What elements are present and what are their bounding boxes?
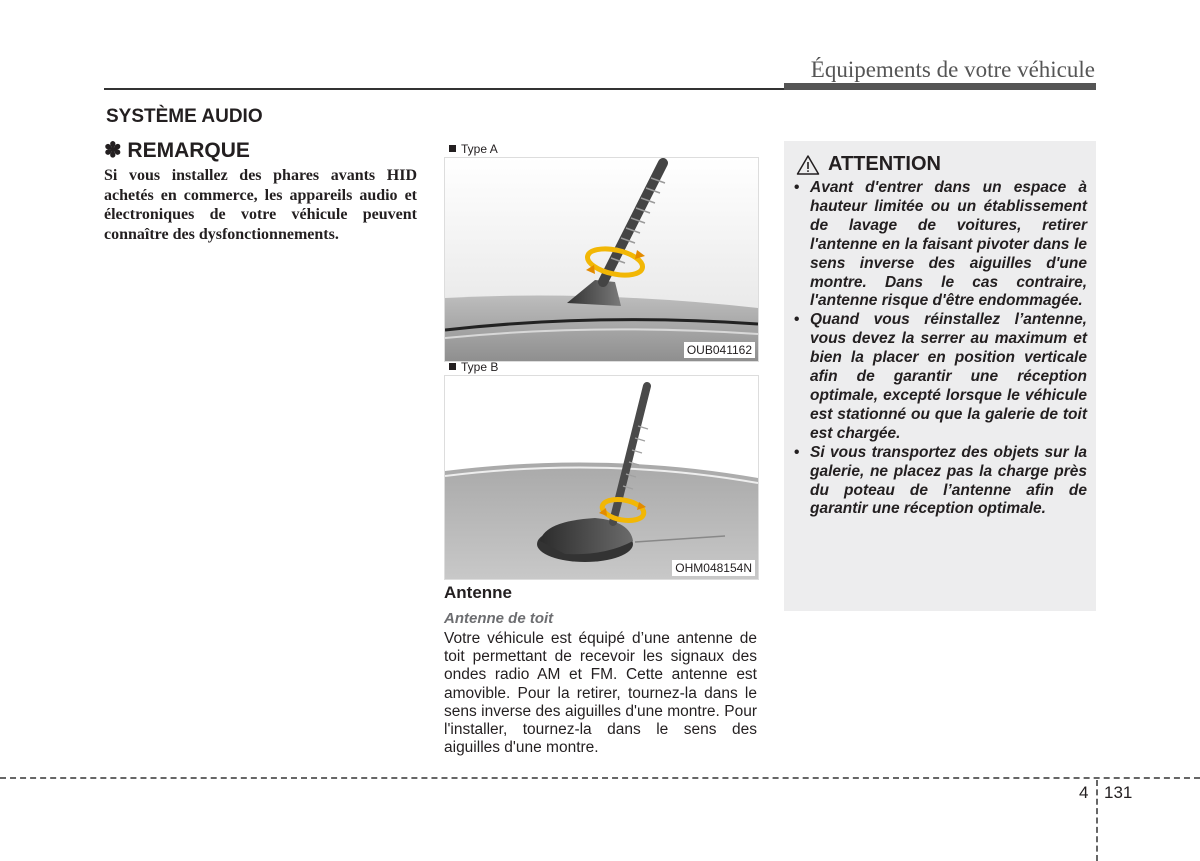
attention-item: • Quand vous réinstallez l’antenne, vous devez la serrer au maximum et bien la placer en position verticale afin de garantir une réception optimale, excepté lorsque le véhicule est stationné ou que la galerie de toit est chargée. [794,311,1087,442]
header-rule [104,88,784,90]
subsection-subtitle: Antenne de toit [444,610,554,627]
figure-type-b [444,375,759,580]
figure-type-a [444,157,759,362]
header-rule-accent [784,83,1096,90]
page-number: 131 [1104,783,1133,802]
attention-item: • Avant d'entrer dans un espace à hauteur limitée ou un établissement de lavage de voitures, retirer l'antenne en la faisant pivoter dans le sens inverse des aiguilles d'une montre. Dans le cas contraire, l'antenne risque d'être endommagée. [794,179,1087,310]
antenna-body-text: Votre véhicule est équipé d’une antenne de toit permettant de recevoir les signaux des ondes radio AM et FM. Cette antenne est amovible. Pour la retirer, tournez-la dans le sens inverse des aiguilles d'une montre. Pour l'installer, tournez-la dans le sens des aiguilles d'une montre. [444,630,757,757]
page-header-title: Équipements de votre véhicule [810,57,1095,82]
attention-item: • Si vous transportez des objets sur la galerie, ne placez pas la charge près du poteau de l’antenne afin de garantir une réception optimale. [794,443,1087,518]
warning-triangle-icon [796,154,820,176]
attention-header [796,153,941,176]
attention-title: ATTENTION [828,153,941,175]
antenna-type-b-illustration [445,376,758,579]
square-bullet-icon [449,363,456,370]
figure-b-caption: Type B [449,360,498,374]
subsection-title: Antenne [444,583,512,602]
attention-box [784,141,1096,611]
figure-code: OHM048154N [672,560,755,576]
footer-divider [0,777,1200,779]
section-title: SYSTÈME AUDIO [106,106,263,127]
note-heading: ✽ REMARQUE [104,139,250,162]
figure-code: OUB041162 [684,342,755,358]
attention-list [794,179,1087,519]
footer-vertical-divider [1096,780,1098,861]
figure-a-caption: Type A [449,142,498,156]
note-body: Si vous installez des phares avants HID achetés en commerce, les appareils audio et électroniques de votre véhicule peuvent connaître des dysfonctionnements. [104,167,417,243]
chapter-number: 4 [1079,783,1089,802]
square-bullet-icon [449,145,456,152]
antenna-type-a-illustration [445,158,758,361]
